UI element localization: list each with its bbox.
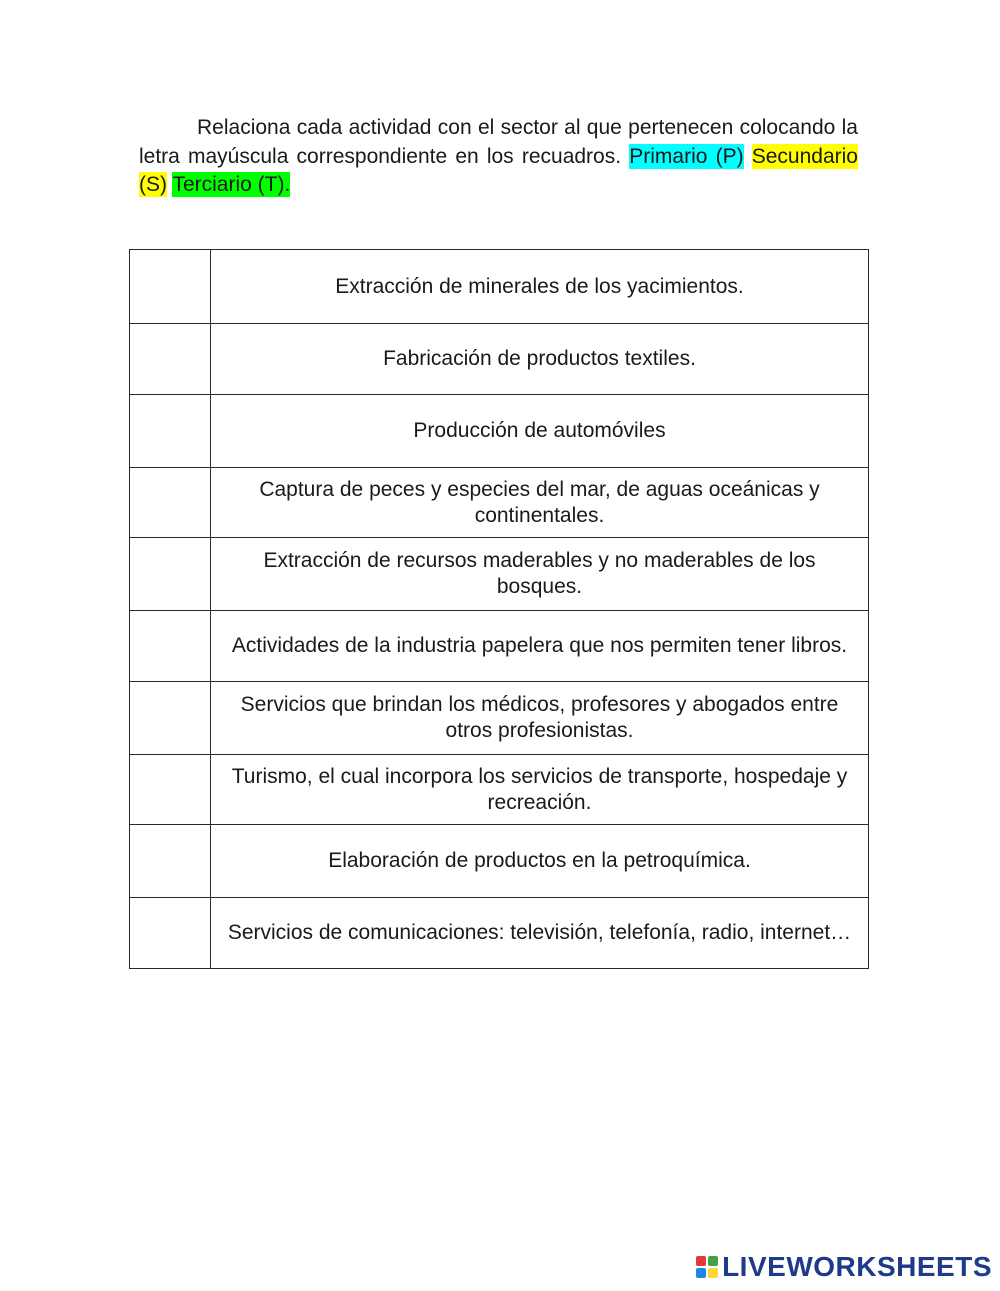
answer-cell[interactable] — [130, 395, 211, 468]
answer-input[interactable] — [130, 830, 214, 892]
table-row — [130, 611, 869, 682]
brand-name: LIVEWORKSHEETS — [722, 1251, 992, 1282]
liveworksheets-logo-icon — [696, 1256, 718, 1278]
answer-input[interactable] — [130, 687, 214, 749]
answer-input[interactable] — [130, 328, 214, 390]
activity-cell: Turismo, el cual incorpora los servicios de transporte, hospedaje y recreación. — [211, 755, 869, 825]
activity-cell: Elaboración de productos en la petroquímica. — [211, 825, 869, 898]
answer-input[interactable] — [130, 759, 214, 821]
table-row — [130, 825, 869, 898]
answer-input[interactable] — [130, 472, 214, 534]
answer-input[interactable] — [130, 256, 214, 318]
liveworksheets-brand — [696, 1251, 992, 1283]
sector-secundario-label: Secundario (S) — [139, 144, 858, 196]
answer-cell[interactable] — [130, 250, 211, 324]
answer-cell[interactable] — [130, 825, 211, 898]
activity-cell: Servicios de comunicaciones: televisión, telefonía, radio, internet… — [211, 898, 869, 969]
answer-cell[interactable] — [130, 538, 211, 611]
answer-input[interactable] — [130, 400, 214, 462]
table-row — [130, 468, 869, 538]
sector-primario-label: Primario (P) — [629, 144, 744, 168]
table-row — [130, 538, 869, 611]
table-row — [130, 395, 869, 468]
table-row — [130, 324, 869, 395]
answer-cell[interactable] — [130, 755, 211, 825]
answer-cell[interactable] — [130, 682, 211, 755]
logo-square-yellow — [708, 1268, 718, 1278]
instructions-paragraph — [139, 114, 858, 200]
activity-cell: Extracción de minerales de los yacimientos. — [211, 250, 869, 324]
table-row — [130, 755, 869, 825]
table-row — [130, 898, 869, 969]
answer-cell[interactable] — [130, 468, 211, 538]
activity-cell: Actividades de la industria papelera que nos permiten tener libros. — [211, 611, 869, 682]
answer-input[interactable] — [130, 543, 214, 605]
answer-cell[interactable] — [130, 611, 211, 682]
activity-cell: Servicios que brindan los médicos, profesores y abogados entre otros profesionistas. — [211, 682, 869, 755]
matching-table — [129, 249, 869, 969]
activity-cell: Producción de automóviles — [211, 395, 869, 468]
answer-cell[interactable] — [130, 898, 211, 969]
logo-square-green — [708, 1256, 718, 1266]
logo-square-red — [696, 1256, 706, 1266]
logo-square-blue — [696, 1268, 706, 1278]
instructions-text: Relaciona cada actividad con el sector al que pertenecen colocando la letra mayúscula correspondiente en los recuadros. — [139, 116, 858, 168]
activity-cell: Fabricación de productos textiles. — [211, 324, 869, 395]
activity-cell: Extracción de recursos maderables y no maderables de los bosques. — [211, 538, 869, 611]
answer-input[interactable] — [130, 902, 214, 964]
activity-cell: Captura de peces y especies del mar, de aguas oceánicas y continentales. — [211, 468, 869, 538]
table-row — [130, 250, 869, 324]
answer-input[interactable] — [130, 615, 214, 677]
answer-cell[interactable] — [130, 324, 211, 395]
sector-terciario-label: Terciario (T). — [172, 173, 291, 196]
table-row — [130, 682, 869, 755]
